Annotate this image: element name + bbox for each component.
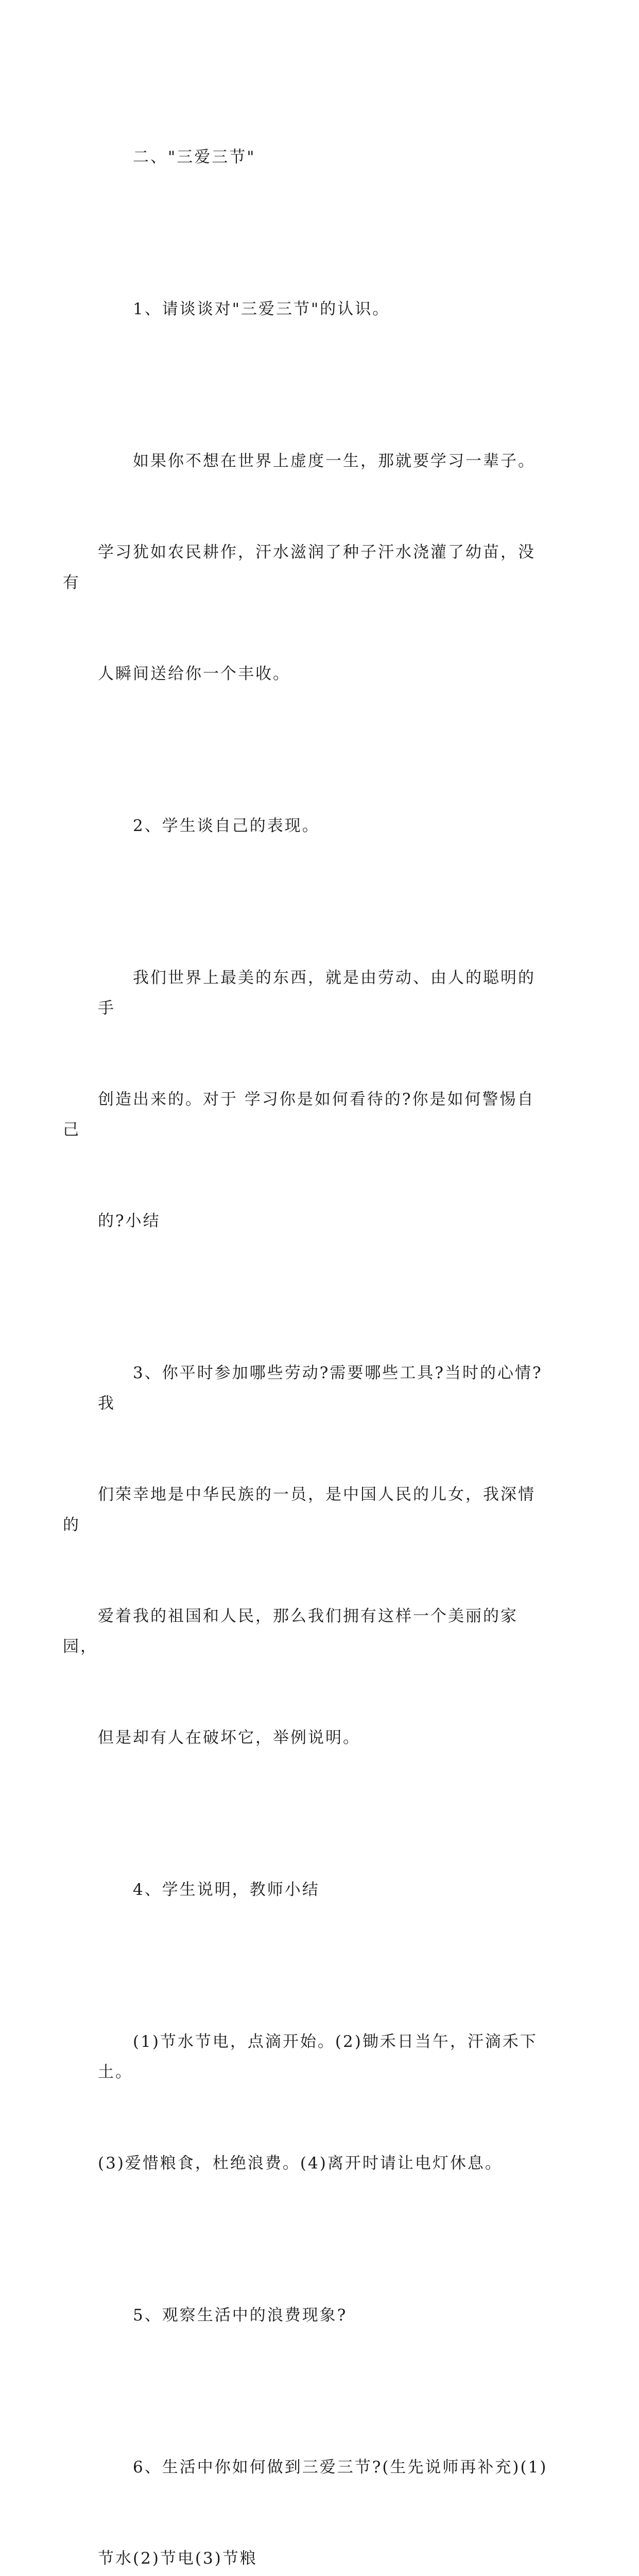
text-line: 1、请谈谈对"三爱三节"的认识。	[133, 300, 390, 318]
paragraph	[63, 1297, 551, 1814]
paragraph	[98, 2240, 551, 2392]
paragraph	[98, 750, 551, 902]
text-line: (3)爱惜粮食，杜绝浪费。(4)离开时请让电灯休息。	[98, 2154, 503, 2173]
text-line: 节水(2)节电(3)节粮	[98, 2549, 257, 2568]
text-line: 们荣幸地是中华民族的一员，是中国人民的儿女，我深情的	[63, 1485, 536, 1534]
paragraph	[63, 902, 551, 1297]
text-line: 人瞬间送给你一个丰收。	[98, 665, 290, 683]
text-line: 3、你平时参加哪些劳动?需要哪些工具?当时的心情?我	[98, 1364, 543, 1413]
paragraph	[98, 1814, 551, 1966]
text-line: 6、生活中你如何做到三爱三节?(生先说师再补充)(1)	[133, 2458, 548, 2477]
paragraph	[98, 2392, 551, 2576]
text-line: (1)节水节电，点滴开始。(2)锄禾日当午，汗滴禾下土。	[98, 2032, 538, 2081]
text-line: 如果你不想在世界上虚度一生，那就要学习一辈子。	[133, 452, 536, 470]
text-line: 学习犹如农民耕作，汗水滋润了种子汗水浇灌了幼苗，没有	[63, 543, 536, 592]
document-body	[63, 81, 551, 2576]
text-line: 4、学生说明，教师小结	[133, 1880, 320, 1899]
text-line: 5、观察生活中的浪费现象?	[133, 2306, 348, 2325]
text-line: 二、"三爱三节"	[133, 148, 256, 166]
text-line: 的?小结	[98, 1212, 161, 1230]
text-line: 创造出来的。对于 学习你是如何看待的?你是如何警惕自己	[63, 1090, 535, 1139]
paragraph	[63, 385, 551, 750]
text-line: 爱着我的祖国和人民，那么我们拥有这样一个美丽的家园，	[63, 1607, 518, 1656]
section-heading	[98, 81, 551, 233]
text-line: 2、学生谈自己的表现。	[133, 817, 320, 835]
text-line: 我们世界上最美的东西，就是由劳动、由人的聪明的手	[98, 969, 536, 1018]
text-line: 但是却有人在破坏它，举例说明。	[98, 1728, 360, 1747]
paragraph	[98, 1966, 551, 2240]
paragraph	[98, 233, 551, 385]
